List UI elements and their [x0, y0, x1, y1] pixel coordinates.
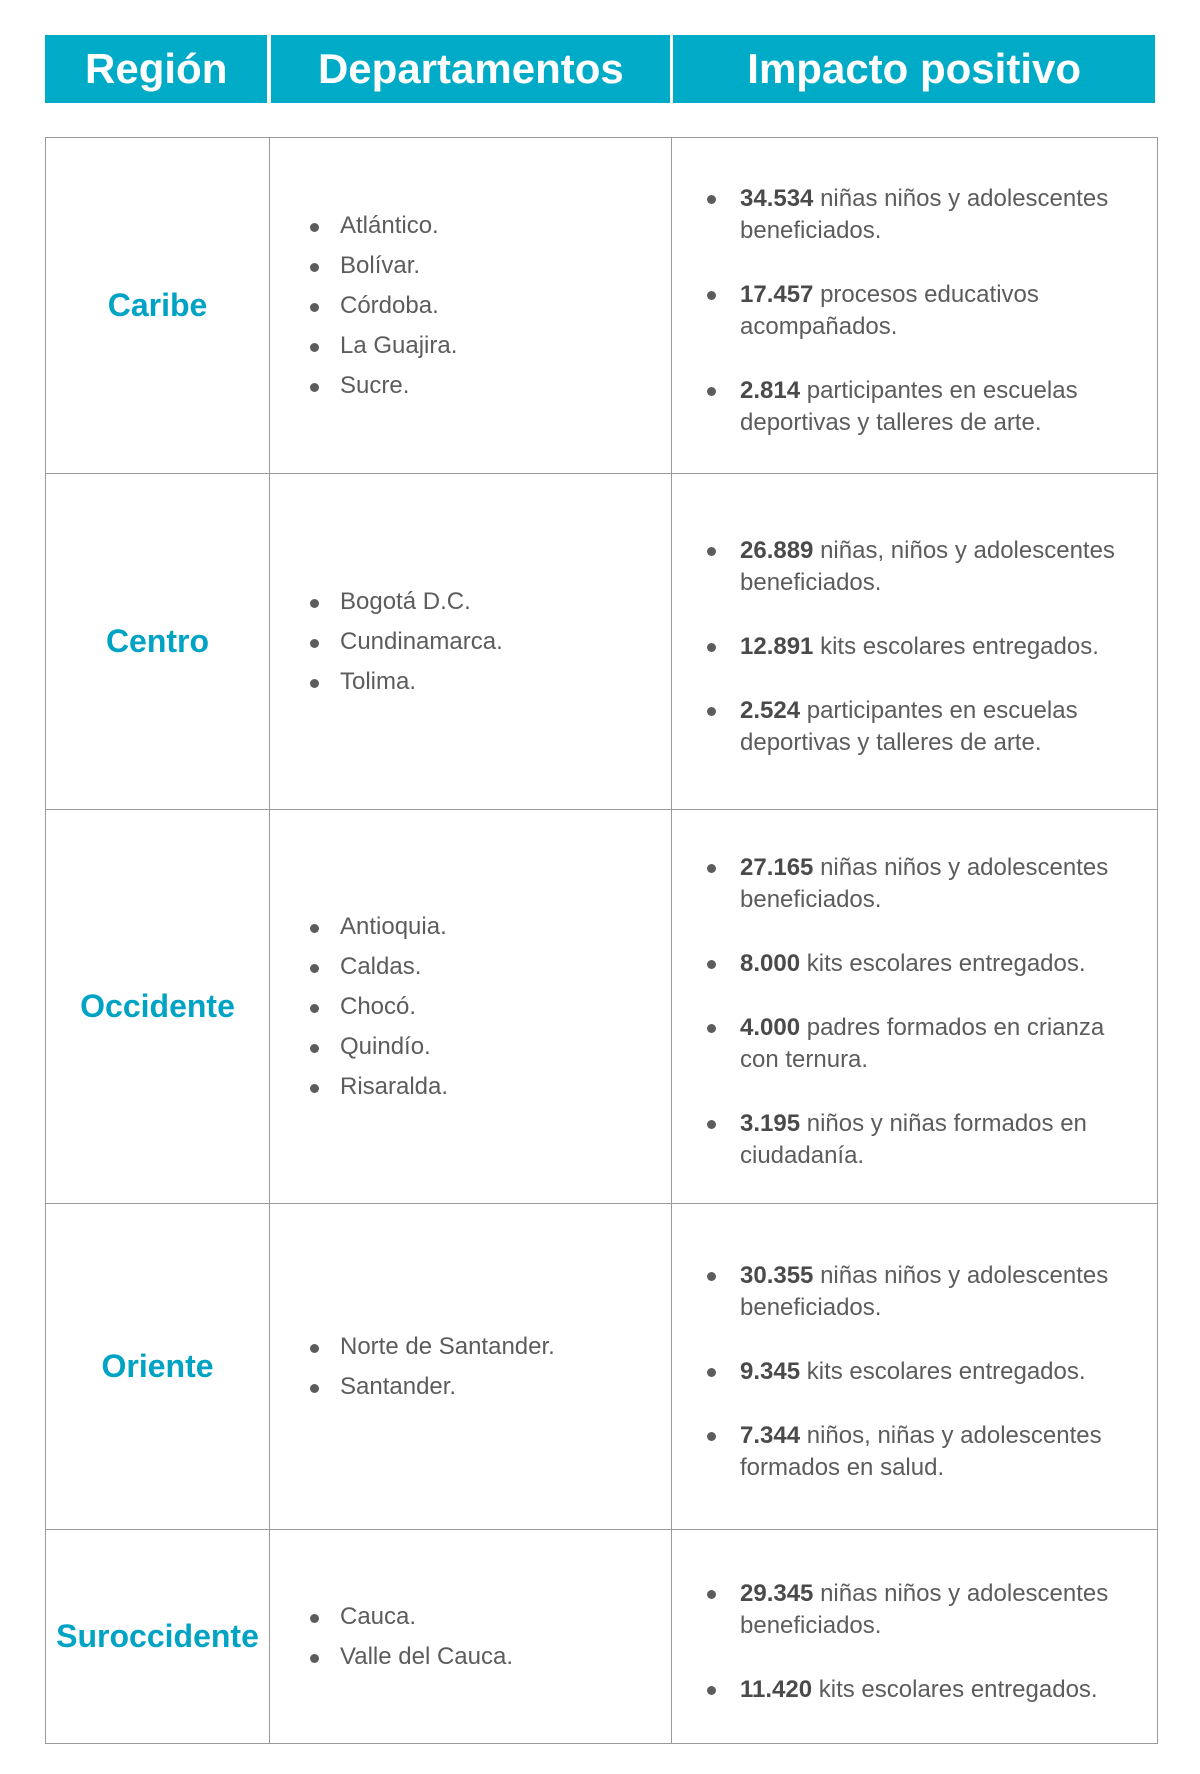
- impact-item: [707, 1674, 1137, 1706]
- impact-item: [707, 1108, 1137, 1172]
- department-item: Atlántico.: [310, 206, 671, 246]
- departments-list: [270, 1597, 671, 1677]
- impact-text: procesos educativos acompañados.: [740, 280, 1039, 340]
- impact-item: [707, 535, 1137, 599]
- impact-text: participantes en escuelas deportivas y talleres de arte.: [740, 376, 1078, 436]
- departments-cell: [270, 810, 672, 1204]
- department-item: Cauca.: [310, 1597, 671, 1637]
- impact-item: [707, 948, 1137, 980]
- impact-number: 2.814: [740, 376, 801, 404]
- impact-text: niñas niños y adolescentes beneficiados.: [740, 184, 1109, 244]
- impact-number: 2.524: [740, 696, 801, 724]
- region-table: [45, 137, 1158, 1744]
- department-item: La Guajira.: [310, 326, 671, 366]
- impact-item: [707, 631, 1137, 663]
- table-row: [46, 810, 1158, 1204]
- department-item: Cundinamarca.: [310, 622, 671, 662]
- department-item: Córdoba.: [310, 286, 671, 326]
- impact-list: [672, 1546, 1157, 1728]
- impact-number: 34.534: [740, 184, 814, 212]
- table-row: [46, 474, 1158, 810]
- impact-list: [672, 503, 1157, 781]
- department-item: Chocó.: [310, 987, 671, 1027]
- table-row: [46, 1204, 1158, 1530]
- impact-number: 26.889: [740, 536, 814, 564]
- department-item: Bolívar.: [310, 246, 671, 286]
- impact-text: kits escolares entregados.: [806, 1357, 1086, 1385]
- impact-cell: [672, 138, 1158, 474]
- impact-text: niños y niñas formados en ciudadanía.: [740, 1109, 1087, 1169]
- departments-list: [270, 1327, 671, 1407]
- impact-item: [707, 1260, 1137, 1324]
- region-name: Centro: [46, 474, 270, 810]
- table-row: [46, 1530, 1158, 1744]
- departments-cell: [270, 138, 672, 474]
- impact-item: [707, 1578, 1137, 1642]
- department-item: Tolima.: [310, 662, 671, 702]
- impact-text: kits escolares entregados.: [806, 949, 1086, 977]
- impact-text: kits escolares entregados.: [818, 1675, 1098, 1703]
- impact-text: niñas niños y adolescentes beneficiados.: [740, 1579, 1109, 1639]
- impact-cell: [672, 1530, 1158, 1744]
- impact-item: [707, 375, 1137, 439]
- table-header: [45, 35, 1155, 103]
- departments-list: [270, 206, 671, 406]
- impact-number: 4.000: [740, 1013, 801, 1041]
- impact-number: 8.000: [740, 949, 801, 977]
- region-name: Occidente: [46, 810, 270, 1204]
- impact-list: [672, 820, 1157, 1194]
- departments-list: [270, 582, 671, 702]
- impact-number: 17.457: [740, 280, 814, 308]
- departments-cell: [270, 1530, 672, 1744]
- department-item: Bogotá D.C.: [310, 582, 671, 622]
- departments-cell: [270, 1204, 672, 1530]
- impact-number: 30.355: [740, 1261, 814, 1289]
- department-item: Santander.: [310, 1367, 671, 1407]
- impact-number: 11.420: [740, 1675, 813, 1703]
- department-item: Caldas.: [310, 947, 671, 987]
- impact-item: [707, 695, 1137, 759]
- impact-item: [707, 852, 1137, 916]
- departments-cell: [270, 474, 672, 810]
- table-row: [46, 138, 1158, 474]
- impact-item: [707, 183, 1137, 247]
- region-name: Suroccidente: [46, 1530, 270, 1744]
- department-item: Norte de Santander.: [310, 1327, 671, 1367]
- impact-item: [707, 1420, 1137, 1484]
- department-item: Antioquia.: [310, 907, 671, 947]
- impact-cell: [672, 1204, 1158, 1530]
- impact-number: 27.165: [740, 853, 814, 881]
- department-item: Sucre.: [310, 366, 671, 406]
- header-impact: Impacto positivo: [673, 35, 1155, 103]
- impact-number: 3.195: [740, 1109, 801, 1137]
- impact-text: niñas niños y adolescentes beneficiados.: [740, 1261, 1109, 1321]
- region-name: Oriente: [46, 1204, 270, 1530]
- impact-item: [707, 1356, 1137, 1388]
- impact-number: 9.345: [740, 1357, 801, 1385]
- impact-list: [672, 151, 1157, 461]
- departments-list: [270, 907, 671, 1107]
- department-item: Quindío.: [310, 1027, 671, 1067]
- impact-text: padres formados en crianza con ternura.: [740, 1013, 1105, 1073]
- impact-item: [707, 279, 1137, 343]
- impact-cell: [672, 810, 1158, 1204]
- impact-text: participantes en escuelas deportivas y talleres de arte.: [740, 696, 1078, 756]
- impact-text: niñas, niños y adolescentes beneficiados.: [740, 536, 1115, 596]
- impact-list: [672, 1228, 1157, 1506]
- department-item: Risaralda.: [310, 1067, 671, 1107]
- header-region: Región: [45, 35, 267, 103]
- impact-cell: [672, 474, 1158, 810]
- header-departments: Departamentos: [271, 35, 670, 103]
- impact-text: niñas niños y adolescentes beneficiados.: [740, 853, 1109, 913]
- impact-number: 29.345: [740, 1579, 814, 1607]
- department-item: Valle del Cauca.: [310, 1637, 671, 1677]
- impact-text: niños, niñas y adolescentes formados en salud.: [740, 1421, 1102, 1481]
- impact-number: 7.344: [740, 1421, 801, 1449]
- impact-item: [707, 1012, 1137, 1076]
- region-name: Caribe: [46, 138, 270, 474]
- impact-text: kits escolares entregados.: [820, 632, 1099, 660]
- impact-number: 12.891: [740, 632, 814, 660]
